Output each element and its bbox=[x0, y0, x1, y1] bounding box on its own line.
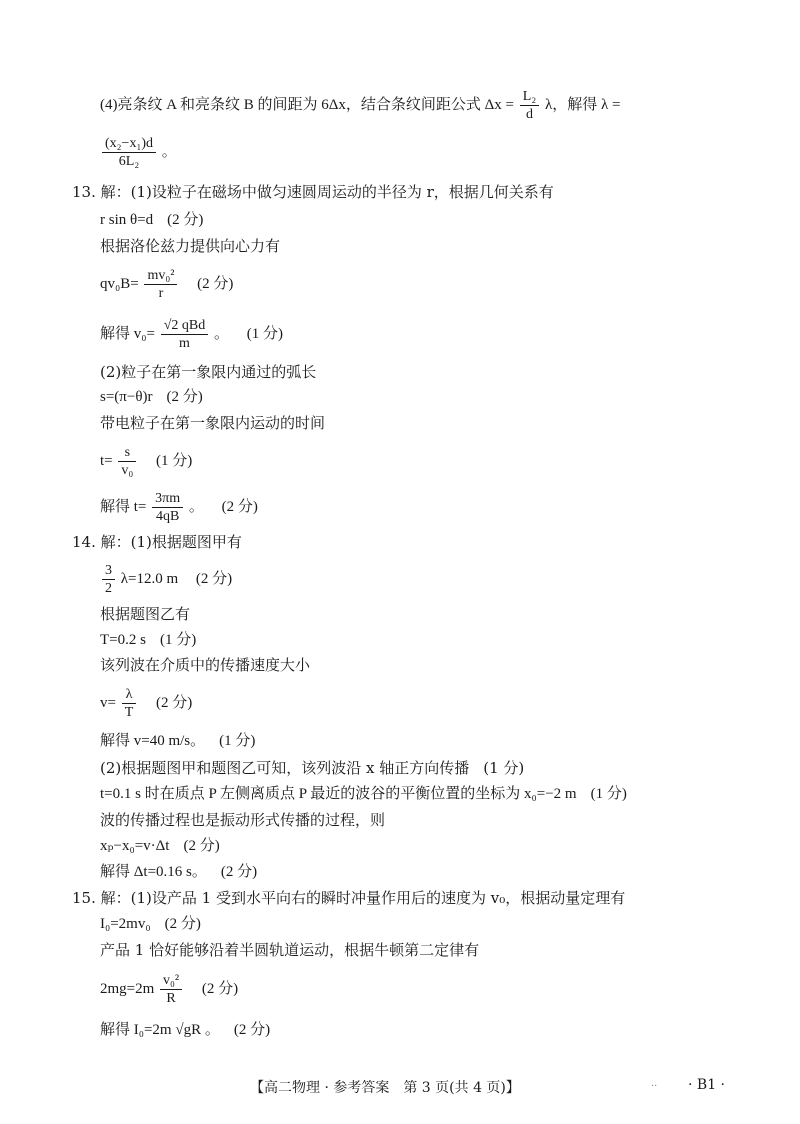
score-badge: (2 分) bbox=[183, 838, 220, 854]
score-badge: (1 分) bbox=[483, 759, 525, 777]
punct: 。 bbox=[161, 143, 177, 160]
equation-lhs: 2mg=2m bbox=[100, 980, 155, 997]
fraction-numerator: s bbox=[118, 444, 136, 462]
q12-part4-line bbox=[100, 88, 620, 123]
score-badge: (2 分) bbox=[195, 570, 233, 587]
fringe-spacing-fraction bbox=[520, 88, 539, 123]
fraction-denominator: R bbox=[166, 991, 176, 1006]
equation: 解得 Δt=0.16 s。 bbox=[100, 864, 207, 880]
text: (2)根据题图甲和题图乙可知，该列波沿 x 轴正方向传播 bbox=[100, 759, 470, 777]
q13-eq5 bbox=[100, 444, 192, 479]
speed-fraction bbox=[122, 686, 137, 721]
q13-part2: (2)粒子在第一象限内通过的弧长 bbox=[100, 363, 317, 381]
equation-lhs: v= bbox=[100, 694, 116, 711]
q15-text1: 产品 1 恰好能够沿着半圆轨道运动，根据牛顿第二定律有 bbox=[100, 941, 480, 959]
q13-header: 13. 解：(1)设粒子在磁场中做匀速圆周运动的半径为 r，根据几何关系有 bbox=[72, 183, 554, 201]
q13-eq3 bbox=[100, 317, 283, 352]
fraction-denominator: T bbox=[124, 705, 134, 720]
equation: r sin θ=d bbox=[100, 212, 154, 228]
footer-dots: ·· bbox=[651, 1081, 658, 1092]
equation: 解得 I₀=2m √gR 。 bbox=[100, 1022, 220, 1038]
q14-eq3 bbox=[100, 686, 192, 721]
q14-eq6 bbox=[100, 862, 257, 882]
q14-part2 bbox=[100, 758, 524, 778]
score-badge: (2 分) bbox=[220, 864, 258, 880]
q15-eq2 bbox=[100, 972, 238, 1007]
fraction-denominator: m bbox=[179, 336, 190, 351]
score-badge: (2 分) bbox=[164, 916, 201, 932]
q14-text4: 波的传播过程也是振动形式传播的过程，则 bbox=[100, 811, 386, 829]
equation-lhs: 解得 v₀= bbox=[100, 325, 155, 342]
equation: T=0.2 s bbox=[100, 632, 146, 648]
q14-header: 14. 解：(1)根据题图甲有 bbox=[72, 533, 242, 551]
fraction-denominator: 2 bbox=[105, 581, 112, 596]
fraction-numerator: √2 qBd bbox=[161, 317, 209, 335]
fraction-numerator: 3 bbox=[102, 562, 115, 580]
fraction-numerator: mv₀² bbox=[144, 267, 177, 285]
velocity-fraction bbox=[161, 317, 209, 352]
q14-eq5 bbox=[100, 836, 220, 856]
q13-eq1 bbox=[100, 210, 203, 230]
fraction-numerator: 3πm bbox=[152, 490, 183, 508]
q15-eq1 bbox=[100, 914, 201, 934]
q13-eq4 bbox=[100, 387, 203, 407]
fraction-denominator: r bbox=[158, 286, 164, 301]
q14-text1: 根据题图乙有 bbox=[100, 605, 191, 623]
equation: xₚ−x₀=v·Δt bbox=[100, 838, 170, 854]
score-badge: (2 分) bbox=[156, 694, 193, 711]
equation-lhs: 解得 t= bbox=[100, 498, 147, 515]
q14-eq2 bbox=[100, 630, 196, 650]
score-badge: (1 分) bbox=[590, 786, 627, 802]
score-badge: (2 分) bbox=[201, 980, 239, 997]
q14-eq1 bbox=[100, 562, 232, 597]
three-halves-fraction bbox=[102, 562, 115, 597]
fraction-numerator: λ bbox=[122, 686, 137, 704]
fraction-denominator: 6L₂ bbox=[118, 154, 140, 169]
score-badge: (1 分) bbox=[246, 325, 283, 342]
q12-part4-text: (4)亮条纹 A 和亮条纹 B 的间距为 6Δx，结合条纹间距公式 Δx = bbox=[100, 96, 515, 113]
fraction-numerator: (x₂−x₁)d bbox=[102, 135, 156, 153]
score-badge: (1 分) bbox=[156, 452, 193, 469]
punct: 。 bbox=[188, 498, 204, 515]
text: t=0.1 s 时在质点 P 左侧离质点 P 最近的波谷的平衡位置的坐标为 x₀=−2 m bbox=[100, 786, 577, 802]
footer-code: · B1 · bbox=[688, 1077, 725, 1093]
equation: s=(π−θ)r bbox=[100, 389, 153, 405]
equation-rhs: λ=12.0 m bbox=[120, 570, 179, 587]
score-badge: (1 分) bbox=[219, 733, 256, 749]
equation: 解得 v=40 m/s。 bbox=[100, 733, 206, 749]
score-badge: (2 分) bbox=[233, 1022, 271, 1038]
centripetal-fraction bbox=[144, 267, 177, 302]
equation-lhs: qv₀B= bbox=[100, 275, 139, 292]
score-badge: (2 分) bbox=[197, 275, 234, 292]
punct: 。 bbox=[213, 325, 229, 342]
q13-text2: 带电粒子在第一象限内运动的时间 bbox=[100, 414, 326, 432]
equation-lhs: t= bbox=[100, 452, 113, 469]
q14-text3 bbox=[100, 784, 627, 804]
equation: I₀=2mv₀ bbox=[100, 916, 151, 932]
wavelength-result-fraction bbox=[102, 135, 156, 170]
q13-text1: 根据洛伦兹力提供向心力有 bbox=[100, 237, 281, 255]
q12-part4-text2: λ，解得 λ = bbox=[544, 96, 621, 113]
score-badge: (2 分) bbox=[166, 389, 203, 405]
newton-fraction bbox=[160, 972, 182, 1007]
fraction-numerator: v₀² bbox=[160, 972, 182, 990]
fraction-denominator: d bbox=[525, 107, 533, 122]
score-badge: (1 分) bbox=[159, 632, 197, 648]
q13-eq2 bbox=[100, 267, 233, 302]
fraction-numerator: L₂ bbox=[520, 88, 539, 106]
score-badge: (2 分) bbox=[167, 212, 204, 228]
time-result-fraction bbox=[152, 490, 183, 525]
q14-eq4 bbox=[100, 731, 255, 751]
time-fraction bbox=[118, 444, 136, 479]
score-badge: (2 分) bbox=[221, 498, 258, 515]
fraction-denominator: 4qB bbox=[155, 509, 180, 524]
fraction-denominator: v₀ bbox=[121, 463, 134, 478]
page-footer: 【高二物理 · 参考答案 第 3 页(共 4 页)】 bbox=[250, 1080, 520, 1096]
q15-header: 15. 解：(1)设产品 1 受到水平向右的瞬时冲量作用后的速度为 v₀，根据动量定理有 bbox=[72, 889, 626, 907]
q15-eq3 bbox=[100, 1020, 270, 1040]
q12-result-line bbox=[100, 135, 177, 170]
q13-eq6 bbox=[100, 490, 258, 525]
q14-text2: 该列波在介质中的传播速度大小 bbox=[100, 656, 311, 674]
